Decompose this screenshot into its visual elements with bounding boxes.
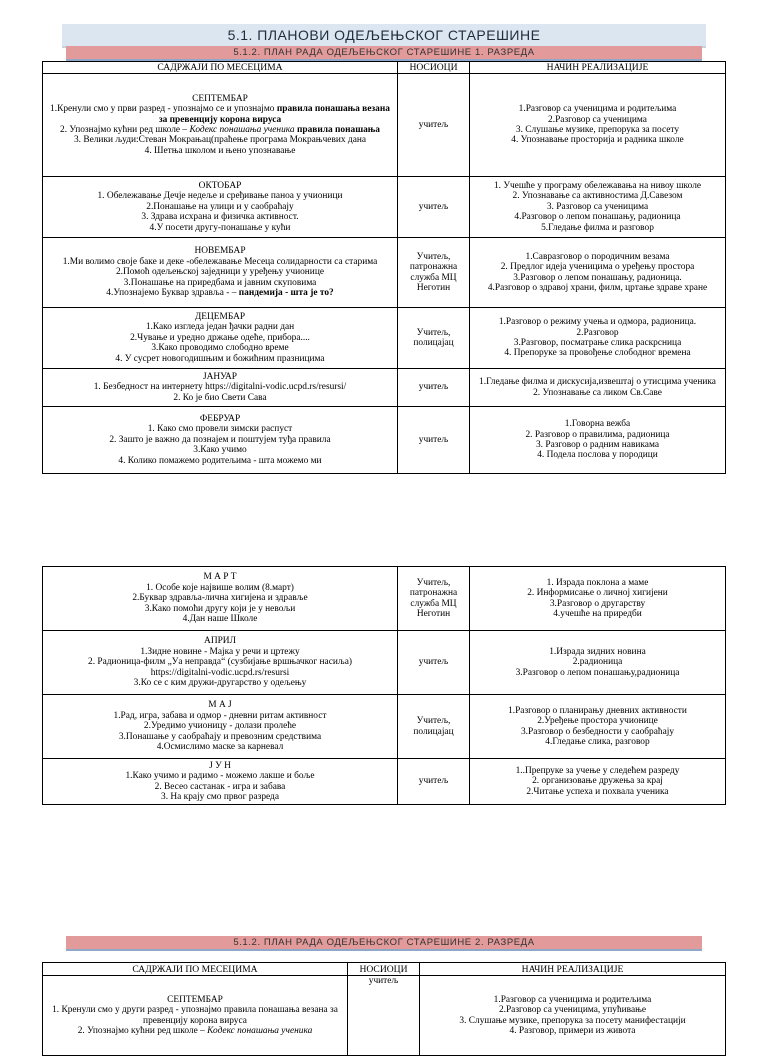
method-item: 3.Разговор о лепом понашању, радионица. [513,272,682,283]
method-item: 2. Предлог идеја ученицима о уређењу простора [500,262,695,273]
content-item-text: 4.Дан наше Школе [182,614,258,625]
method-item: 3. Разговор о радним навикама [535,440,660,450]
method-item: 2. Упознавање са ликом Св.Саве [533,387,662,398]
month-name: Ј У Н [209,760,231,771]
method-item: 2.Уређење простора учионице [537,716,658,727]
content-item [45,456,395,466]
carrier-cell [398,759,470,805]
method-item: 2.радионица [572,657,623,668]
method-item: 1. Учешће у програму обележавања на нивоу школе [493,180,702,191]
month-contents-cell [43,177,398,238]
content-item-text: 1. Кренули смо у други разред - упознајмо правила понашања везана за превенцију корона вируса [52,1005,338,1026]
content-item-text: 3.Како учимо [193,445,247,456]
method-cell [470,177,726,238]
header-method: НАЧИН РЕАЛИЗАЦИЈЕ [420,963,726,976]
content-item [45,257,395,267]
method-cell [470,759,726,805]
content-item-text: 2. Радионица-филм „Уа неправда“ (сузбијање вршњачког насиља) [88,657,352,668]
content-item-text: 2. Весео састанак - игра и забава [154,781,286,792]
plan-table-grade-2 [42,962,726,1056]
content-item-text: 1.Ми волимо своје баке и деке -обележавање Месеца солидарности са старима [62,256,378,267]
content-item [45,614,395,624]
carrier-text: учитељ [418,776,449,787]
content-item-text: https://digitalni-vodic.ucpd.rs/resursi [150,667,290,678]
plan-table-grade-1 [42,61,726,474]
month-contents-cell [43,759,398,805]
content-item-text: 1.Рад, игра, забава и одмор - дневни ритам активност [113,710,327,721]
content-item-text: 4.Упознајемо Буквар здравља - – [106,288,239,299]
content-item [45,288,395,298]
carrier-text: учитељ [418,434,449,445]
content-item [45,732,395,742]
content-item [45,424,395,434]
method-item: 1.Разговор о режиму учења и одмора, радионица. [498,317,697,328]
method-cell [470,695,726,759]
content-item [45,223,395,233]
content-item [45,711,395,721]
content-item-text: 2.Помоћ одељењској заједници у уређењу учионице [115,267,324,278]
method-item: 3. Слушање музике, препорука за посету [515,125,680,135]
content-item-text: 3. Здрава исхрана и физичка активност. [141,212,299,223]
content-item-text: 2. Упознајмо кућни ред школе – [60,125,190,135]
carrier-cell [398,369,470,407]
content-item-text: 2. Зашто је важно да познајем и поштујем туђа правила [109,434,331,445]
month-row [43,177,726,238]
carrier-text: Учитељ, полицајац [413,716,454,737]
content-item [45,593,395,603]
content-item [45,792,395,802]
month-name: ДЕЦЕМБАР [194,311,246,322]
method-cell [470,631,726,695]
month-name: СЕПТЕМБАР [167,994,223,1005]
content-item-text: 2. Ко је био Свети Сава [173,392,267,403]
method-item: 4. Подела послова у породици [537,450,658,461]
method-item: 4.учешће на приредби [553,608,642,619]
content-item-italic-text: Кодекс понашања ученика [189,125,295,135]
content-item [45,267,395,277]
month-contents-cell [43,308,398,369]
content-item [45,146,395,156]
month-row [43,407,726,474]
carrier-text: учитељ [418,657,449,668]
content-item [45,135,395,145]
content-item-italic-text: Кодекс понашања ученика [207,1025,313,1036]
content-item [45,343,395,353]
content-item [45,212,395,222]
month-row [43,631,726,695]
method-cell [470,238,726,308]
content-item [45,657,395,667]
content-item [45,322,395,332]
method-item: 1. Израда поклона а маме [546,577,649,588]
header-carriers: НОСИОЦИ [348,963,420,976]
content-item-text: 1.Како учимо и радимо - можемо лакше и боље [125,771,315,782]
carrier-cell [398,74,470,177]
content-item-text: 2.Уредимо учионицу - долази пролеће [143,721,297,732]
method-item: 2. Разговор о правилима, радионица [525,429,670,440]
method-cell [470,308,726,369]
content-item-text: 1. Особе које највише волим (8.март) [146,582,294,593]
month-name: ЈАНУАР [202,371,238,382]
method-cell [470,369,726,407]
month-contents-cell [43,238,398,308]
content-item-text: 3. На крају смо првог разреда [161,791,279,802]
method-cell [470,567,726,631]
header-contents: САДРЖАЈИ ПО МЕСЕЦИМА [43,963,348,976]
content-item [45,583,395,593]
month-name: ФЕБРУАР [199,413,241,424]
method-item: 1.Разговор о планирању дневних активности [508,705,687,716]
content-item [45,604,395,614]
method-item: 1..Препруке за учење у следећем разреду [515,765,680,776]
section-heading-grade-1: 5.1.2. ПЛАН РАДА ОДЕЉЕЊСКОГ СТАРЕШИНЕ 1. РАЗРЕДА [66,46,702,61]
carrier-cell [348,976,420,1056]
method-item: 1.Гледање филма и дискусија,извештај о утисцима ученика [479,377,716,388]
content-item-text: 1.Како изгледа један ђачки радни дан [145,322,295,333]
carrier-text: учитељ [418,382,449,393]
method-item: 4.Гледање слика, разговор [545,736,650,747]
method-cell [470,74,726,177]
content-item [45,721,395,731]
content-item [45,202,395,212]
month-contents-cell [43,631,398,695]
method-item: 4. Упознавање просторија и радника школе [511,135,684,146]
carrier-cell [398,695,470,759]
content-item-bold-text: правила понашања [296,125,380,135]
carrier-cell [398,567,470,631]
method-item: 2.Разговор са ученицима [548,114,647,125]
content-item-text: 2.Понашање на улици и у саобраћају [146,201,294,212]
content-item [45,782,395,792]
carrier-cell [398,407,470,474]
content-item-text: 4. Колико помажемо родитељима - шта можемо ми [118,455,322,466]
content-item-bold-text: правила понашања везана за превенцију корона вируса [158,104,390,125]
method-cell [470,407,726,474]
content-item [45,278,395,288]
content-item [45,435,395,445]
month-contents-cell [43,369,398,407]
method-item: 4. Разговор, примери из живота [509,1025,636,1036]
month-row [43,695,726,759]
content-item-text: 4. У сусрет новогодишњим и божићним празницима [115,353,325,364]
month-row [43,369,726,407]
content-item-text: 4.Осмислимо маске за карневал [156,742,284,753]
content-item [45,125,395,135]
method-item: 3.Разговор о другарству [549,598,646,609]
month-contents-cell [43,74,398,177]
method-item: 3.Разговор о лепом понашању,радионица [515,667,680,678]
method-item: 4.Разговор о здравој храни, филм, цртање здраве хране [487,282,708,293]
content-item [45,1026,345,1036]
content-item [45,333,395,343]
content-item-bold-text: пандемија - шта је то? [238,288,334,299]
month-name: СЕПТЕМБАР [192,93,248,104]
carrier-text: Учитељ, полицајац [413,327,454,348]
content-item [45,191,395,201]
month-name: ОКТОБАР [198,180,242,191]
month-row [43,74,726,177]
content-item-text: 1.Зидне новине - Мајка у речи и цртежу [140,646,300,657]
carrier-text: Учитељ, патронажна служба МЦ Неготин [409,251,458,293]
content-item [45,742,395,752]
content-item-text: 3.Понашање на приредбама и јавним скуповима [123,277,317,288]
content-item [45,1005,345,1026]
month-row [43,238,726,308]
carrier-text: Учитељ, патронажна служба МЦ Неготин [409,577,458,619]
month-name: М А Ј [208,700,232,711]
content-item-text: 3.Понашање у саобраћају и превозним средствима [118,731,322,742]
content-item [45,104,395,125]
carrier-text: учитељ [418,201,449,212]
page-title: 5.1. ПЛАНОВИ ОДЕЉЕЊСКОГ СТАРЕШИНЕ [62,24,706,48]
month-contents-cell [43,695,398,759]
content-item-text: 2.Буквар здравља-лична хигијена и здравље [132,593,308,604]
method-item: 2. Упознавање са активностима Д.Савезом [512,191,683,202]
carrier-cell [398,631,470,695]
method-item: 1.Разговор са ученицима и родитељима [518,104,677,115]
header-contents: САДРЖАЈИ ПО МЕСЕЦИМА [43,62,398,74]
carrier-cell [398,238,470,308]
content-item-text: 3.Како помоћи другу који је у невољи [144,603,296,614]
section-heading-grade-2: 5.1.2. ПЛАН РАДА ОДЕЉЕЊСКОГ СТАРЕШИНЕ 2. РАЗРЕДА [66,936,702,951]
content-item-text: 4.У посети другу-понашање у кући [149,222,291,233]
method-item: 3.Разговор о безбедности у саобраћају [520,726,675,737]
method-item: 4. Препоруке за провођење слободног времена [504,348,691,359]
carrier-text: учитељ [368,976,399,986]
content-item-text: 4. Шетња школом и њено упознавање [144,145,296,156]
content-item-text: 1.Кренули смо у први разред - упознајмо се и упознајмо [50,104,277,115]
content-item [45,647,395,657]
content-item [45,771,395,781]
carrier-cell [398,308,470,369]
content-item-text: 3.Како проводимо слободно време [151,343,289,354]
plan-table-grade-1-continued [42,566,726,805]
content-item [45,354,395,364]
content-item [45,382,395,392]
method-item: 2. организовање дружења за крај [532,776,663,787]
month-name: АПРИЛ [204,636,236,647]
month-row [43,567,726,631]
month-row [43,976,726,1056]
method-item: 4.Разговор о лепом понашању, радионица [514,212,681,223]
method-item: 1.Савразговор о породичним везама [525,251,670,262]
method-item: 2.Разговор [576,327,619,338]
content-item-text: 1. Обележавање Дечје недеље и сређивање паноа у учионици [97,191,343,202]
carrier-cell [398,177,470,238]
method-item: 3.Разговор, посматрање слика раскрсница [513,338,682,348]
content-item-text: 1. Безбедност на интернету https://digitalni-vodic.ucpd.rs/resursi/ [93,382,347,393]
carrier-text: учитељ [418,119,449,130]
method-item: 1.Разговор са ученицима и родитељима [493,994,652,1005]
month-row [43,759,726,805]
method-item: 2.Разговор са ученицима, упућивање [498,1005,647,1016]
method-cell [420,976,726,1056]
month-contents-cell [43,407,398,474]
content-item [45,393,395,403]
month-contents-cell [43,976,348,1056]
method-item: 1.Израда зидних новина [549,646,646,657]
content-item-text: 2.Чување и уредно држање одеће, прибора.... [130,332,310,343]
content-item-text: 3. Велики људи:Стеван Мокрањац(праћење програма Мокрањчевих дана [73,135,367,146]
month-contents-cell [43,567,398,631]
method-item: 5.Гледање филма и разговор [541,222,654,233]
content-item-text: 3.Ко се с ким дружи-другарство у одељењу [133,678,307,689]
header-carriers: НОСИОЦИ [398,62,470,74]
method-item: 2.Читање успеха и похвала ученика [526,786,669,797]
content-item [45,678,395,688]
month-row [43,308,726,369]
method-item: 1.Говорна вежба [564,419,631,430]
method-item: 3. Разговор са ученицима [546,201,649,212]
month-name: М А Р Т [203,572,237,583]
month-name: НОВЕМБАР [194,246,246,257]
method-item: 2. Информисање о личној хигијени [527,588,668,599]
content-item [45,445,395,455]
header-method: НАЧИН РЕАЛИЗАЦИЈЕ [470,62,726,74]
method-item: 3. Слушање музике, препорука за посету манифестацији [459,1015,686,1026]
content-item [45,668,395,678]
content-item-text: 2. Упознајмо кућни ред школе – [77,1025,208,1036]
content-item-text: 1. Како смо провели зимски распуст [147,424,293,435]
